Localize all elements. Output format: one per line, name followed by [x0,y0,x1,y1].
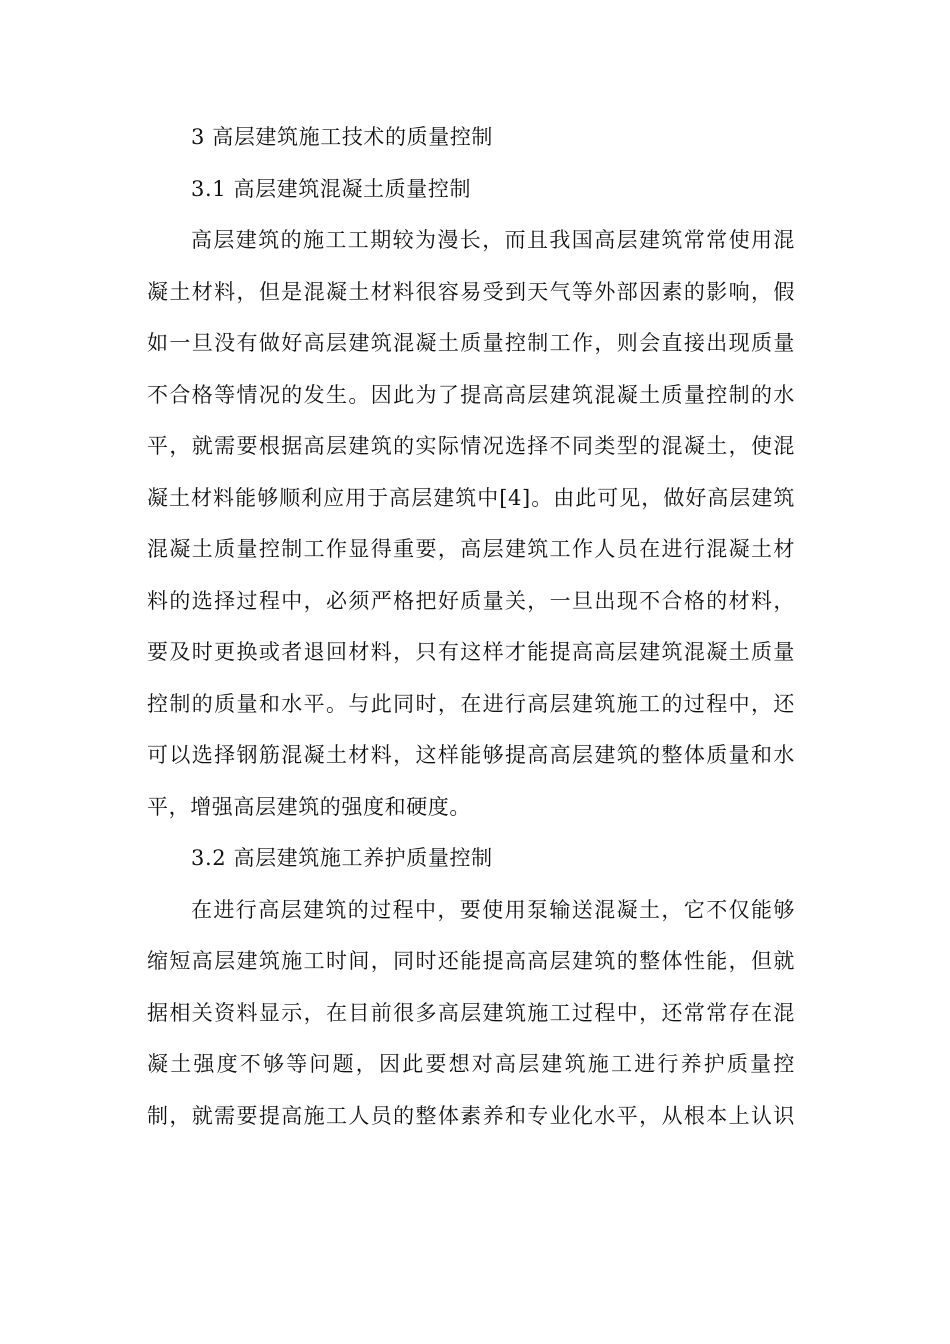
document-page [147,112,795,1142]
paragraph-line-last: 平，增强高层建筑的强度和硬度。 [147,794,471,819]
paragraph-line: 平，就需要根据高层建筑的实际情况选择不同类型的混凝土，使混 [147,434,795,458]
paragraph-line: 凝土材料能够顺利应用于高层建筑中[4]。由此可见，做好高层建筑 [147,485,795,510]
paragraph-line: 如一旦没有做好高层建筑混凝土质量控制工作，则会直接出现质量 [147,331,795,355]
paragraph-line: 凝土材料，但是混凝土材料很容易受到天气等外部因素的影响，假 [147,279,795,304]
paragraph-line: 缩短高层建筑施工时间，同时还能提高高层建筑的整体性能，但就 [147,949,795,973]
paragraph-line: 不合格等情况的发生。因此为了提高高层建筑混凝土质量控制的水 [147,382,795,407]
section-heading: 3 高层建筑施工技术的质量控制 [191,125,494,149]
paragraph-line: 混凝土质量控制工作显得重要，高层建筑工作人员在进行混凝土材 [147,537,795,561]
subsection-title-3-2: 3.2 高层建筑施工养护质量控制 [191,846,493,870]
paragraph-line: 凝土强度不够等问题，因此要想对高层建筑施工进行养护质量控 [147,1052,795,1076]
paragraph-line: 要及时更换或者退回材料，只有这样才能提高高层建筑混凝土质量 [147,640,795,664]
paragraph-line: 料的选择过程中，必须严格把好质量关，一旦出现不合格的材料， [147,588,795,613]
paragraph-line: 制，就需要提高施工人员的整体素养和专业化水平，从根本上认识 [147,1103,795,1128]
paragraph-line: 据相关资料显示，在目前很多高层建筑施工过程中，还常常存在混 [147,1000,795,1025]
paragraph-3-1 [147,215,795,833]
paragraph-line: 控制的质量和水平。与此同时，在进行高层建筑施工的过程中，还 [147,691,795,716]
paragraph-line: 可以选择钢筋混凝土材料，这样能够提高高层建筑的整体质量和水 [147,743,795,767]
paragraph-line: 在进行高层建筑的过程中，要使用泵输送混凝土，它不仅能够 [191,897,795,922]
paragraph-3-2 [147,885,795,1143]
subsection-title-3-1: 3.1 高层建筑混凝土质量控制 [191,176,472,201]
paragraph-line: 高层建筑的施工工期较为漫长，而且我国高层建筑常常使用混 [191,228,795,252]
